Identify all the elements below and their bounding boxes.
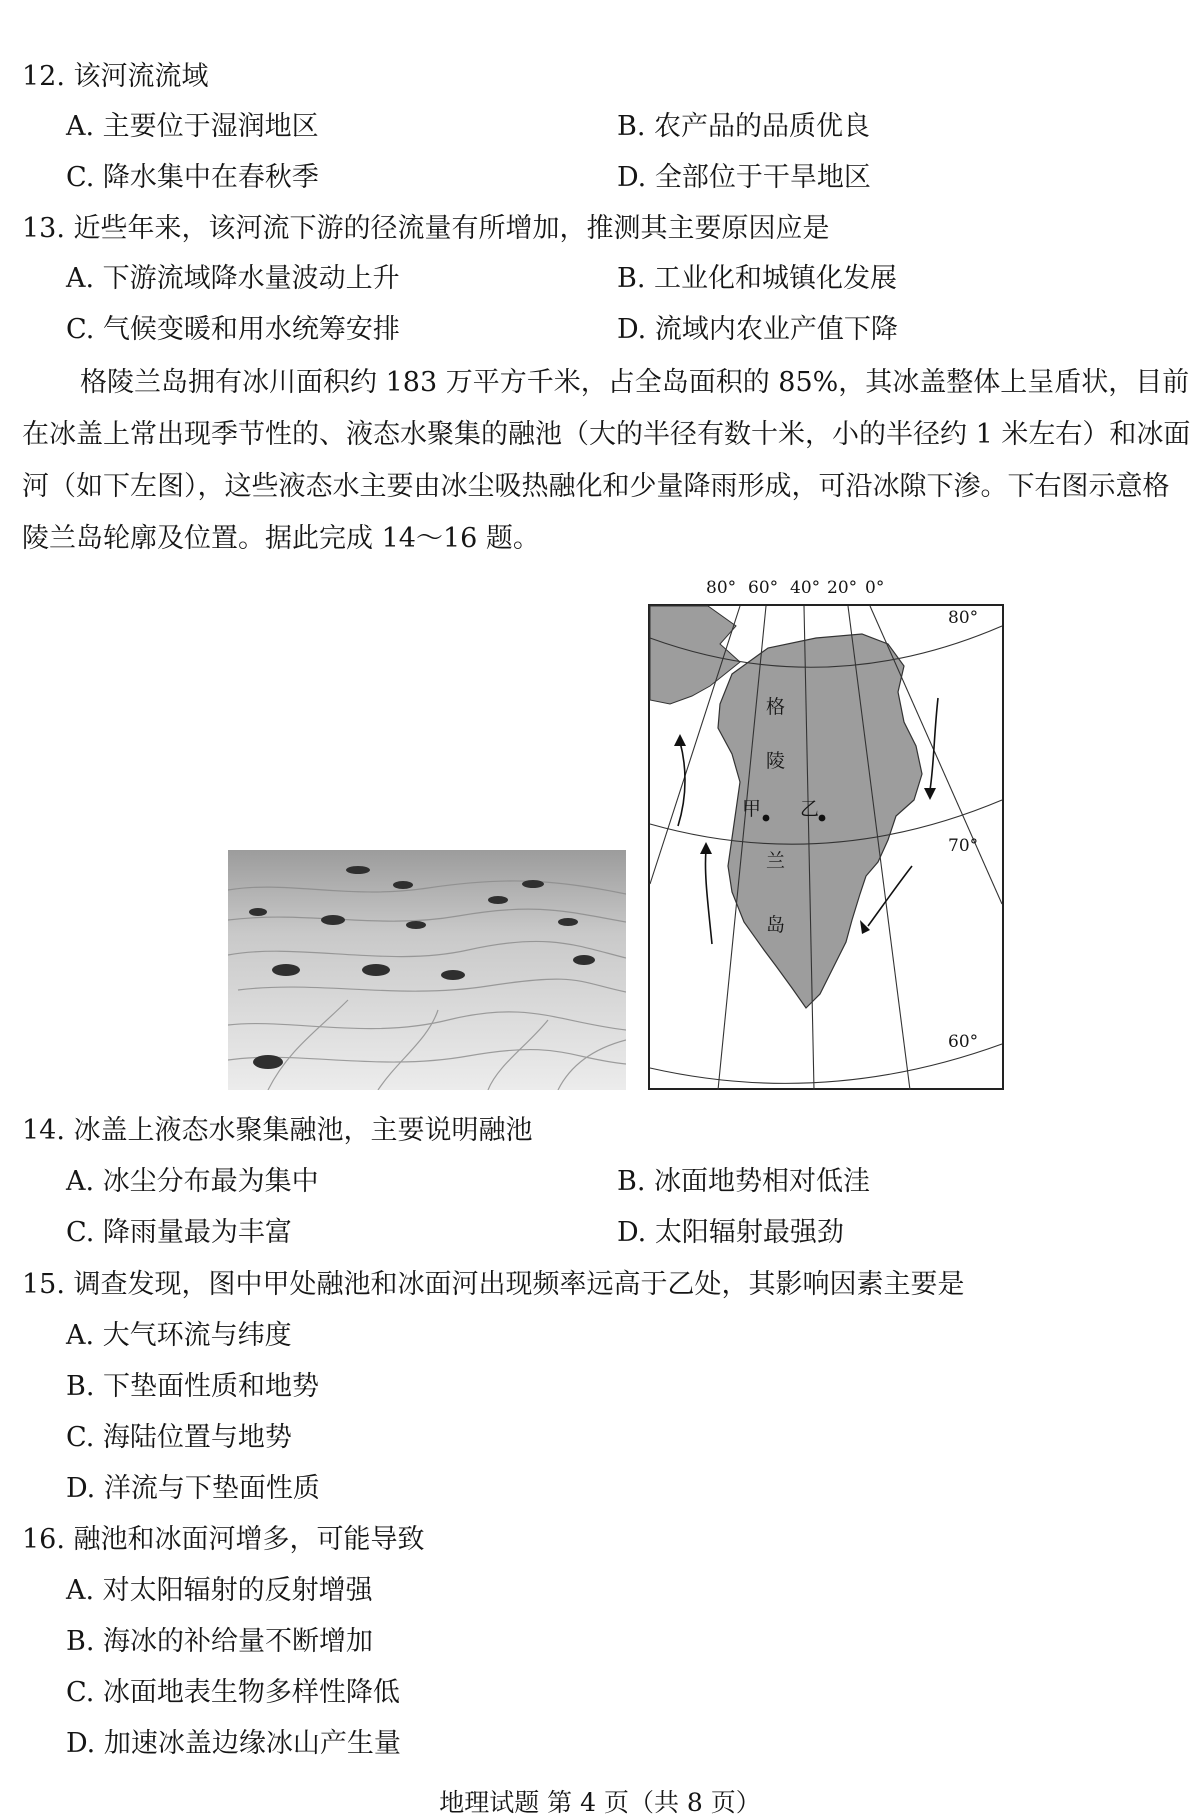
q12-stem: 12. 该河流流域 xyxy=(22,61,209,92)
q16-option-c: C. 冰面地表生物多样性降低 xyxy=(66,1677,400,1708)
q15-option-b: B. 下垫面性质和地势 xyxy=(66,1371,320,1402)
q15-option-d: D. 洋流与下垫面性质 xyxy=(66,1473,320,1504)
ice-surface-photo xyxy=(228,850,626,1090)
q16-stem: 16. 融池和冰面河增多，可能导致 xyxy=(22,1524,425,1555)
q14-option-c: C. 降雨量最为丰富 xyxy=(66,1217,292,1248)
q15-option-c: C. 海陆位置与地势 xyxy=(66,1422,292,1453)
passage-line-4: 陵兰岛轮廓及位置。据此完成 14～16 题。 xyxy=(22,523,540,554)
passage-line-3: 河（如下左图），这些液态水主要由冰尘吸热融化和少量降雨形成，可沿冰隙下渗。下右图示意格 xyxy=(22,471,1170,502)
passage-line-2: 在冰盖上常出现季节性的、液态水聚集的融池（大的半径有数十米，小的半径约 1 米左右）和冰面 xyxy=(22,419,1191,450)
longitude-label-20: 20° xyxy=(827,578,858,598)
point-jia-label: 甲 xyxy=(742,798,762,820)
island-label-char-4: 岛 xyxy=(766,914,786,936)
point-jia-dot xyxy=(763,815,770,822)
q13-option-c: C. 气候变暖和用水统筹安排 xyxy=(66,314,400,345)
q13-stem: 13. 近些年来，该河流下游的径流量有所增加，推测其主要原因应是 xyxy=(22,213,830,244)
q12-option-c: C. 降水集中在春秋季 xyxy=(66,162,319,193)
latitude-label-70: 70° xyxy=(948,836,979,856)
q13-option-a: A. 下游流域降水量波动上升 xyxy=(66,263,400,294)
page-footer: 地理试题 第 4 页（共 8 页） xyxy=(439,1788,761,1817)
q12-option-a: A. 主要位于湿润地区 xyxy=(66,111,319,142)
q12-option-b: B. 农产品的品质优良 xyxy=(617,111,871,142)
island-label-char-2: 陵 xyxy=(766,750,786,772)
longitude-label-60: 60° xyxy=(748,578,779,598)
island-label-char-1: 格 xyxy=(766,696,786,718)
q13-option-d: D. 流域内农业产值下降 xyxy=(617,314,898,345)
point-yi-label: 乙 xyxy=(800,798,820,820)
longitude-label-80: 80° xyxy=(706,578,737,598)
island-label-char-3: 兰 xyxy=(766,850,786,872)
latitude-label-60: 60° xyxy=(948,1032,979,1052)
q12-option-d: D. 全部位于干旱地区 xyxy=(617,162,871,193)
q16-option-d: D. 加速冰盖边缘冰山产生量 xyxy=(66,1728,401,1759)
q15-stem: 15. 调查发现，图中甲处融池和冰面河出现频率远高于乙处，其影响因素主要是 xyxy=(22,1269,965,1300)
latitude-label-80: 80° xyxy=(948,608,979,628)
q14-option-d: D. 太阳辐射最强劲 xyxy=(617,1217,844,1248)
longitude-label-40: 40° xyxy=(790,578,821,598)
q14-stem: 14. 冰盖上液态水聚集融池，主要说明融池 xyxy=(22,1115,533,1146)
point-yi-dot xyxy=(819,815,826,822)
q14-option-a: A. 冰尘分布最为集中 xyxy=(66,1166,319,1197)
longitude-label-0: 0° xyxy=(865,578,885,598)
q14-option-b: B. 冰面地势相对低洼 xyxy=(617,1166,871,1197)
q16-option-a: A. 对太阳辐射的反射增强 xyxy=(66,1575,373,1606)
passage-line-1: 格陵兰岛拥有冰川面积约 183 万平方千米，占全岛面积的 85%，其冰盖整体上呈盾状，目前 xyxy=(80,367,1190,398)
q16-option-b: B. 海冰的补给量不断增加 xyxy=(66,1626,374,1657)
q13-option-b: B. 工业化和城镇化发展 xyxy=(617,263,898,294)
q15-option-a: A. 大气环流与纬度 xyxy=(66,1320,292,1351)
